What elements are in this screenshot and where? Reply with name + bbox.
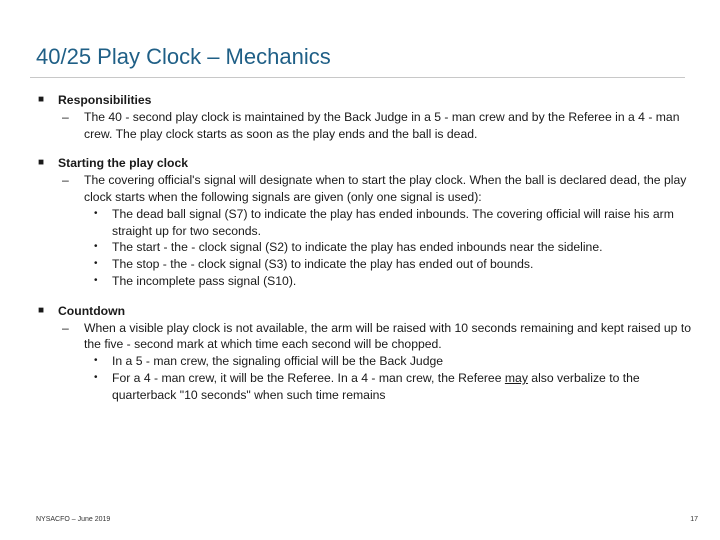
section-text: The 40 - second play clock is maintained by the Back Judge in a 5 - man crew and by the Referee in a 4 - man crew. The play clock starts as soon as the play ends and the ball is dead. xyxy=(84,109,680,141)
section-countdown xyxy=(36,303,696,404)
section-responsibilities xyxy=(36,92,696,142)
list-item: • The incomplete pass signal (S10). xyxy=(94,273,297,288)
dot-bullet-icon: • xyxy=(94,371,98,383)
section-heading: Responsibilities xyxy=(58,93,152,107)
dot-bullet-icon: • xyxy=(94,241,98,253)
list-item: • The dead ball signal (S7) to indicate the play has ended inbounds. The covering official will raise his arm straight up for two seconds. xyxy=(94,206,674,238)
dash-bullet-icon: – xyxy=(62,173,69,188)
dot-bullet-icon: • xyxy=(94,274,98,286)
dash-bullet-icon: – xyxy=(62,109,69,124)
section-text: When a visible play clock is not available, the arm will be raised with 10 seconds remaining and kept raised up to the five - second mark at which time each second will be chopped. xyxy=(84,320,691,352)
section-starting-play-clock xyxy=(36,155,696,289)
underlined-word: may xyxy=(504,370,528,385)
slide-title: 40/25 Play Clock – Mechanics xyxy=(36,44,331,69)
slide-content xyxy=(36,92,696,417)
section-heading: Starting the play clock xyxy=(58,156,189,171)
square-bullet-icon: ■ xyxy=(38,157,45,169)
section-heading: Countdown xyxy=(58,303,126,318)
dash-bullet-icon: – xyxy=(62,320,69,335)
square-bullet-icon: ■ xyxy=(38,94,45,105)
list-item: • For a 4 - man crew, it will be the Referee. In a 4 - man crew, the Referee may also verbalize to the quarterback "10 seconds" when such time remains xyxy=(94,370,640,402)
section-text: The covering official's signal will designate when to start the play clock. When the ball is declared dead, the play clock starts when the following signals are given (only one signal is used): xyxy=(84,173,687,204)
dot-bullet-icon: • xyxy=(94,258,98,270)
square-bullet-icon: ■ xyxy=(38,304,45,316)
list-item: • The start - the - clock signal (S2) to indicate the play has ended inbounds near the sideline. xyxy=(94,240,603,255)
page-number: 17 xyxy=(690,516,698,523)
dot-bullet-icon: • xyxy=(94,355,98,367)
list-item: • In a 5 - man crew, the signaling official will be the Back Judge xyxy=(94,354,444,369)
list-item: • The stop - the - clock signal (S3) to indicate the play has ended out of bounds. xyxy=(94,257,534,272)
footer-source: NYSACFO – June 2019 xyxy=(36,516,111,523)
dot-bullet-icon: • xyxy=(94,207,98,219)
title-divider xyxy=(30,77,685,78)
